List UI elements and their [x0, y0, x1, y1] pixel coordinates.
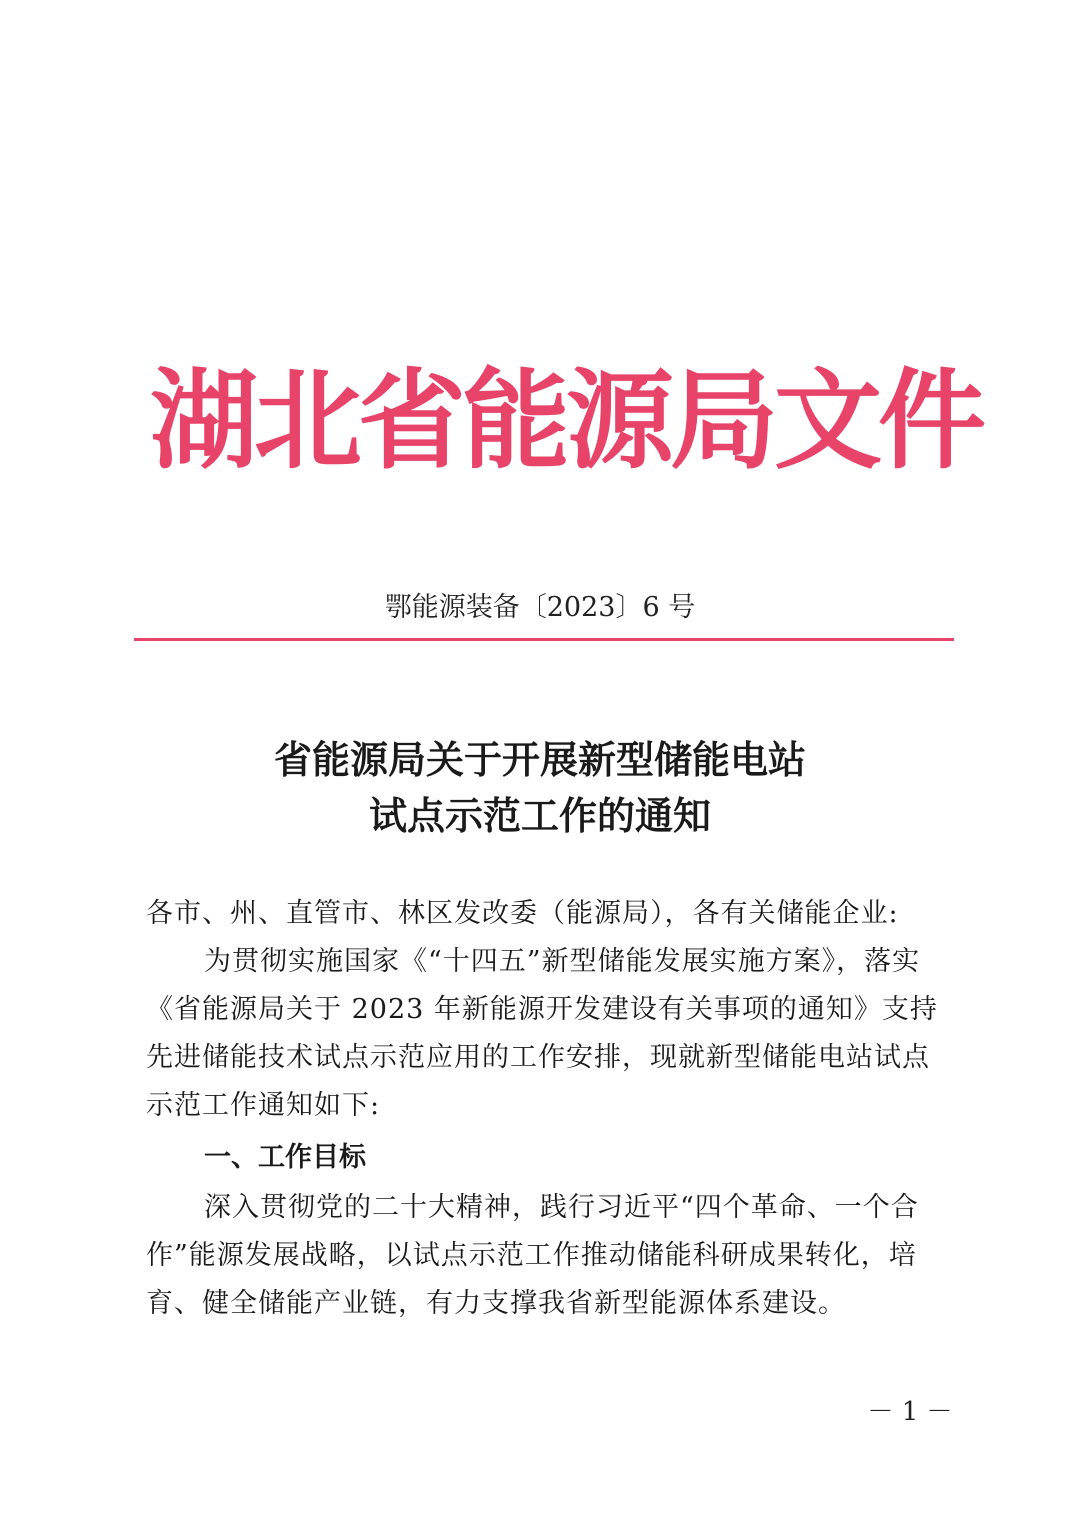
addressee-line: 各市、州、直管市、林区发改委（能源局），各有关储能企业:: [146, 898, 899, 929]
body-line: 《省能源局关于 2023 年新能源开发建设有关事项的通知》支持: [146, 994, 938, 1025]
body-line: 深入贯彻党的二十大精神，践行习近平“四个革命、一个合: [204, 1192, 919, 1223]
body-line: 先进储能技术试点示范应用的工作安排，现就新型储能电站试点: [146, 1042, 930, 1073]
document-number: 鄂能源装备〔2023〕6 号: [384, 592, 696, 623]
agency-header-title: 湖北省能源局文件: [150, 359, 983, 484]
notice-title-line-2: 试点示范工作的通知: [368, 794, 711, 838]
section-heading-goals: 一、工作目标: [204, 1142, 366, 1173]
notice-title-line-1: 省能源局关于开展新型储能电站: [273, 738, 806, 782]
red-divider-line: [134, 638, 954, 641]
body-line: 为贯彻实施国家《“十四五”新型储能发展实施方案》，落实: [204, 946, 921, 977]
body-line: 育、健全储能产业链，有力支撑我省新型能源体系建设。: [146, 1288, 846, 1319]
page-number: － 1 －: [867, 1397, 953, 1427]
body-line: 示范工作通知如下:: [146, 1090, 381, 1121]
body-line: 作”能源发展战略，以试点示范工作推动储能科研成果转化，培: [146, 1240, 917, 1271]
